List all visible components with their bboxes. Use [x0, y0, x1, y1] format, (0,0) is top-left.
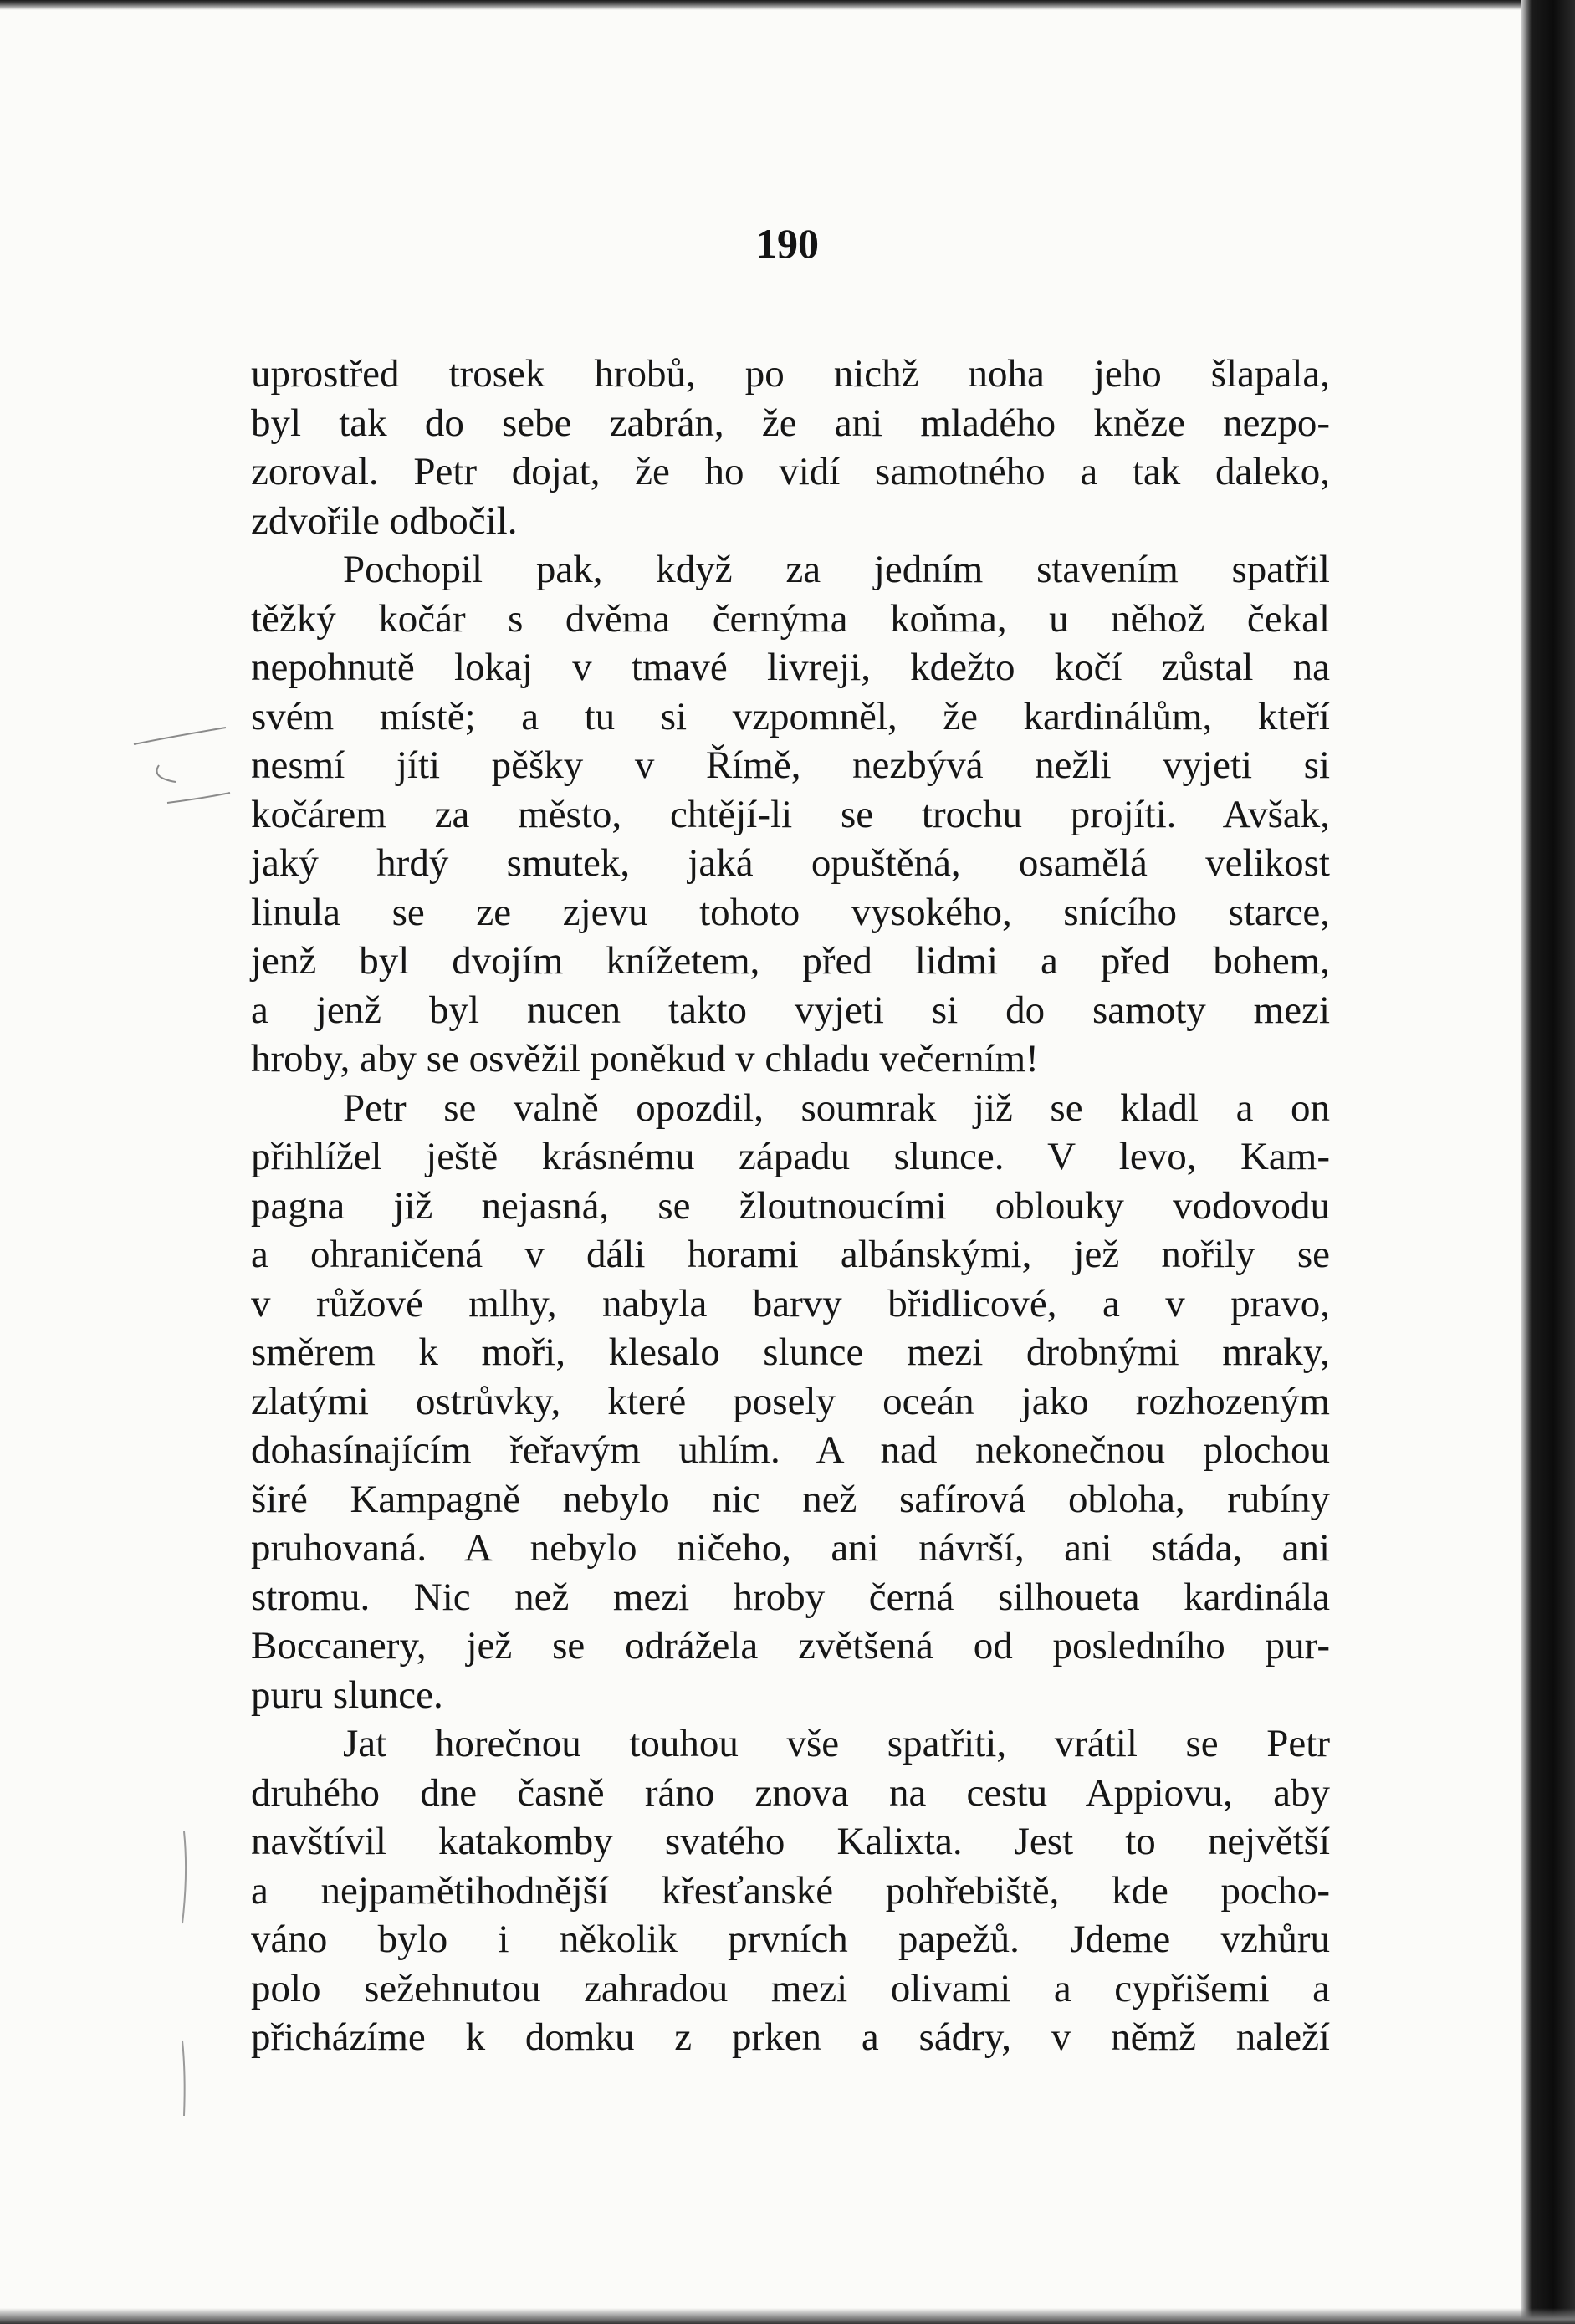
text-line: nesmí jíti pěšky v Římě, nezbývá nežli vyjeti si	[251, 743, 1330, 787]
text-line: pruhovaná. A nebylo ničeho, ani návrší, ani stáda, ani	[251, 1526, 1330, 1570]
text-line: puru slunce.	[251, 1673, 443, 1717]
text-line: stromu. Nic než mezi hroby černá silhoueta kardinála	[251, 1575, 1330, 1619]
text-line: váno bylo i několik prvních papežů. Jdeme vzhůru	[251, 1918, 1330, 1961]
text-line: Pochopil pak, když za jedním stavením spatřil	[343, 548, 1330, 591]
text-line: hroby, aby se osvěžil poněkud v chladu večerním!	[251, 1037, 1039, 1080]
text-line: zoroval. Petr dojat, že ho vidí samotného a tak daleko,	[251, 450, 1330, 493]
text-line: dohasínajícím řeřavým uhlím. A nad nekonečnou plochou	[251, 1428, 1330, 1472]
text-line: nepohnutě lokaj v tmavé livreji, kdežto kočí zůstal na	[251, 646, 1330, 689]
text-line: byl tak do sebe zabrán, že ani mladého kněze nezpo-	[251, 401, 1330, 445]
text-line: uprostřed trosek hrobů, po nichž noha jeho šlapala,	[251, 352, 1330, 396]
text-line: těžký kočár s dvěma černýma koňma, u něhož čekal	[251, 596, 1330, 641]
text-line: navštívil katakomby svatého Kalixta. Jest to největší	[251, 1820, 1330, 1863]
scan-bottom-edge	[0, 2308, 1575, 2324]
text-line: jaký hrdý smutek, jaká opuštěná, osamělá velikost	[251, 841, 1330, 885]
page-number: 190	[756, 220, 819, 267]
book-spine-shadow	[1521, 0, 1575, 2324]
text-line: v růžové mlhy, nabyla barvy břidlicové, a v pravo,	[251, 1281, 1330, 1325]
text-line: Jat horečnou touhou vše spatřiti, vrátil se Petr	[343, 1722, 1330, 1765]
text-line: směrem k moři, klesalo slunce mezi drobnými mraky,	[251, 1331, 1330, 1374]
text-line: linula se ze zjevu tohoto vysokého, snícího starce,	[251, 890, 1330, 934]
text-line: druhého dne časně ráno znova na cestu Appiovu, aby	[251, 1770, 1330, 1815]
text-line: přicházíme k domku z prken a sádry, v němž naleží	[251, 2015, 1330, 2059]
margin-pencil-mark	[125, 719, 234, 811]
text-line: Boccanery, jež se odrážela zvětšená od posledního pur-	[251, 1624, 1330, 1668]
text-line: přihlížel ještě krásnému západu slunce. V levo, Kam-	[251, 1135, 1330, 1178]
body-text	[251, 350, 1330, 2062]
text-line: jenž byl dvojím knížetem, před lidmi a před bohem,	[251, 939, 1330, 983]
text-line: a nejpamětihodnější křesťanské pohřebiště, kde pocho-	[251, 1868, 1330, 1913]
text-line: Petr se valně opozdil, soumrak již se kladl a on	[343, 1085, 1330, 1130]
text-line: širé Kampagně nebylo nic než safírová obloha, rubíny	[251, 1477, 1330, 1521]
text-line: zdvořile odbočil.	[251, 498, 518, 543]
text-line: a jenž byl nucen takto vyjeti si do samoty mezi	[251, 988, 1330, 1032]
text-line: polo sežehnutou zahradou mezi olivami a cypřišemi a	[251, 1966, 1330, 2010]
text-line: a ohraničená v dáli horami albánskými, jež nořily se	[251, 1233, 1330, 1276]
margin-pencil-mark-lower	[167, 1823, 209, 2124]
text-line: zlatými ostrůvky, které posely oceán jako rozhozeným	[251, 1379, 1330, 1423]
text-line: svém místě; a tu si vzpomněl, že kardinálům, kteří	[251, 694, 1330, 738]
scan-top-edge	[0, 0, 1575, 10]
text-line: kočárem za město, chtějí-li se trochu projíti. Avšak,	[251, 792, 1330, 836]
text-line: pagna již nejasná, se žloutnoucími oblouky vodovodu	[251, 1183, 1330, 1228]
